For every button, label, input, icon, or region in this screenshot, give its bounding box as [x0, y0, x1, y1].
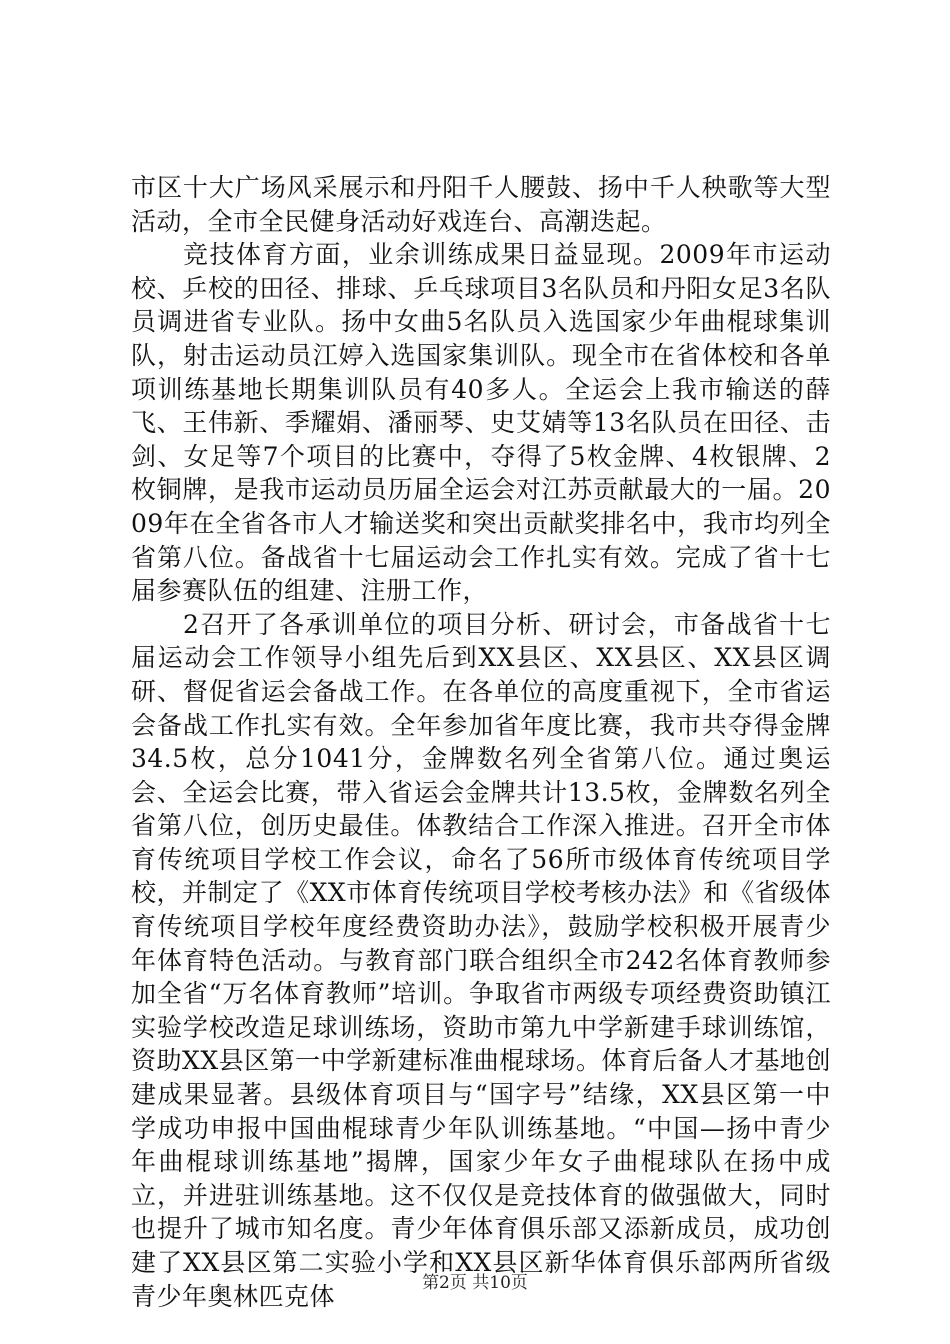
document-body: [131, 171, 831, 1313]
paragraph-3: 2召开了各承训单位的项目分析、研讨会，市备战省十七届运动会工作领导小组先后到XX县区、XX县区、XX县区调研、督促省运会备战工作。在各单位的高度重视下，全市省运会备战工作扎实有效。全年参加省年度比赛，我市共夺得金牌34.5枚，总分1041分，金牌数名列全省第八位。通过奥运会、全运会比赛，带入省运会金牌共计13.5枚，金牌数名列全省第八位，创历史最佳。体教结合工作深入推进。召开全市体育传统项目学校工作会议，命名了56所市级体育传统项目学校，并制定了《XX市体育传统项目学校考核办法》和《省级体育传统项目学校年度经费资助办法》，鼓励学校积极开展青少年体育特色活动。与教育部门联合组织全市242名体育教师参加全省“万名体育教师”培训。争取省市两级专项经费资助镇江实验学校改造足球训练场，资助市第九中学新建手球训练馆，资助XX县区第一中学新建标准曲棍球场。体育后备人才基地创建成果显著。县级体育项目与“国字号”结缘，XX县区第一中学成功申报中国曲棍球青少年队训练基地。“中国—扬中青少年曲棍球训练基地”揭牌，国家少年女子曲棍球队在扬中成立，并进驻训练基地。这不仅仅是竞技体育的做强做大，同时也提升了城市知名度。青少年体育俱乐部又添新成员，成功创建了XX县区第二实验小学和XX县区新华体育俱乐部两所省级青少年奥林匹克体: [131, 609, 831, 1311]
page-footer: 第2页 共10页: [422, 1273, 528, 1293]
paragraph-1: 市区十大广场风采展示和丹阳千人腰鼓、扬中千人秧歌等大型活动，全市全民健身活动好戏连台、高潮迭起。: [131, 173, 831, 236]
paragraph-2: 竞技体育方面，业余训练成果日益显现。2009年市运动校、乒校的田径、排球、乒乓球项目3名队员和丹阳女足3名队员调进省专业队。扬中女曲5名队员入选国家少年曲棍球集训队，射击运动员江婷入选国家集训队。现全市在省体校和各单项训练基地长期集训队员有40多人。全运会上我市输送的薛飞、王伟新、季耀娟、潘丽琴、史艾婧等13名队员在田径、击剑、女足等7个项目的比赛中，夺得了5枚金牌、4枚银牌、2枚铜牌，是我市运动员历届全运会对江苏贡献最大的一届。2009年在全省各市人才输送奖和突出贡献奖排名中，我市均列全省第八位。备战省十七届运动会工作扎实有效。完成了省十七届参赛队伍的组建、注册工作，: [131, 240, 831, 606]
